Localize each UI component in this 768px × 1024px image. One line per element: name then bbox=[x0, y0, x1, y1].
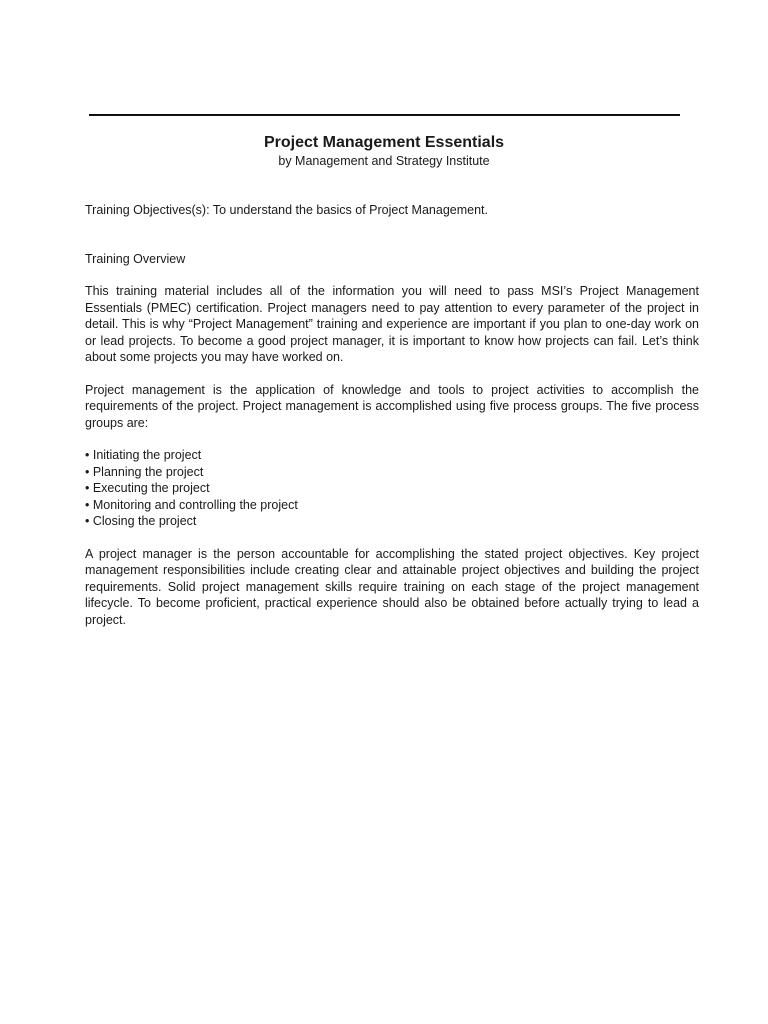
list-item: • Executing the project bbox=[85, 481, 210, 495]
paragraph-definition: Project management is the application of knowledge and tools to project activities to accomplish the requirements of the project. Project management is accomplished using five process groups. The five process groups are: bbox=[85, 382, 699, 430]
training-objectives: Training Objectives(s): To understand the basics of Project Management. bbox=[85, 203, 488, 217]
paragraph-intro: This training material includes all of the information you will need to pass MSI’s Project Management Essentials (PMEC) certification. Project managers need to pay attention to every parameter of the project in detail. This is why “Project Management” training and experience are important if you plan to one-day work on or lead projects. To become a good project manager, it is important to know how projects can fail. Let’s think about some projects you may have worked on. bbox=[85, 284, 699, 364]
list-item: • Initiating the project bbox=[85, 448, 202, 462]
list-item: • Monitoring and controlling the project bbox=[85, 497, 298, 512]
paragraph-project-manager: A project manager is the person accountable for accomplishing the stated project objectives. Key project management responsibilities include creating clear and attainable project objectives and building the project requirements. Solid project management skills require training on each stage of the project management lifecycle. To become proficient, practical experience should also be obtained before actually trying to lead a project. bbox=[85, 546, 699, 627]
training-overview-heading: Training Overview bbox=[85, 251, 186, 266]
list-item: • Planning the project bbox=[85, 464, 204, 479]
process-groups-list bbox=[85, 447, 699, 530]
list-item: • Closing the project bbox=[85, 514, 197, 528]
document-body bbox=[85, 202, 699, 628]
document-subtitle: by Management and Strategy Institute bbox=[278, 154, 490, 168]
header-rule bbox=[89, 114, 680, 116]
document-title: Project Management Essentials bbox=[263, 134, 505, 151]
